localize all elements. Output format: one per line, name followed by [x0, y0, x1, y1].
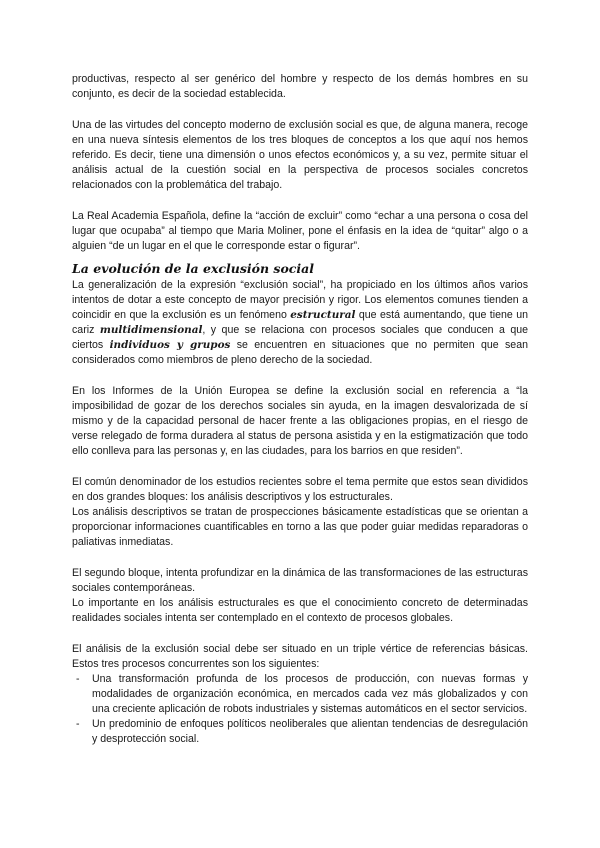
paragraph-8: El segundo bloque, intenta profundizar en la dinámica de las transformaciones de las estructuras sociales contemporáneas. [72, 567, 528, 594]
emphasis-multidimensional: multidimensional [99, 324, 203, 336]
list-item [72, 672, 528, 717]
paragraph-gap [72, 102, 528, 118]
paragraph-4-text-c: que está aumentando, que tiene un cariz [72, 309, 528, 336]
page-content [72, 72, 528, 747]
paragraph-gap [72, 550, 528, 566]
dash-bullet: - [76, 673, 80, 685]
paragraph-4-text-g: se encuentren en situaciones que no permiten que sean considerados como miembros de pleno derecho de la sociedad. [72, 339, 528, 366]
paragraph-10: El análisis de la exclusión social debe ser situado en un triple vértice de referencias básicas. Estos tres procesos concurrentes son los siguientes: [72, 643, 528, 670]
paragraph-6: El común denominador de los estudios recientes sobre el tema permite que estos sean divididos en dos grandes bloques: los análisis descriptivos y los estructurales. [72, 476, 528, 503]
paragraph-gap [72, 193, 528, 209]
paragraph-gap [72, 626, 528, 642]
emphasis-individuos-y-grupos: individuos y grupos [109, 339, 231, 351]
paragraph-4 [72, 278, 528, 368]
paragraph-4-text-a: La generalización de la expresión “exclusión social”, ha propiciado en los últimos años varios intentos de dotar a este concepto de mayor precisión y rigor. Los elementos comunes tienden a coincidir en que la exclusión es un fenómeno [72, 279, 528, 321]
list-item-text: Un predominio de enfoques políticos neoliberales que alientan tendencias de desregulación y desprotección social. [92, 718, 528, 745]
paragraph-gap [72, 459, 528, 475]
paragraph-5: En los Informes de la Unión Europea se define la exclusión social en referencia a “la imposibilidad de gozar de los derechos sociales sin ayuda, en la imagen desvalorizada de sí mismo y de la capacidad personal de hacer frente a las obligaciones propias, en el riesgo de verse relegado de forma duradera al status de persona asistida y en la estigmatización que todo ello conlleva para las personas y, en las ciudades, para los barrios en que residen”. [72, 385, 528, 457]
process-list [72, 672, 528, 747]
paragraph-4-text-e: , y que se relaciona con procesos sociales que conducen a que ciertos [72, 324, 529, 351]
paragraph-2: Una de las virtudes del concepto moderno de exclusión social es que, de alguna manera, recoge en una nueva síntesis elementos de los tres bloques de conceptos a los que aquí nos hemos referido. Es decir, tiene una dimensión o unos efectos económicos y, a su vez, permite situar el análisis actual de la cuestión social en la perspectiva de procesos sociales concretos relacionados con la problemática del trabajo. [72, 119, 528, 191]
paragraph-1: productivas, respecto al ser genérico del hombre y respecto de los demás hombres en su conjunto, es decir de la sociedad establecida. [72, 73, 528, 100]
emphasis-estructural: estructural [290, 309, 356, 321]
paragraph-3: La Real Academia Española, define la “acción de excluir” como “echar a una persona o cosa del lugar que ocupaba” al tiempo que Maria Moliner, pone el énfasis en la idea de “quitar” algo o a alguien “de un lugar en el que le corresponde estar o figurar”. [72, 210, 528, 252]
paragraph-9: Lo importante en los análisis estructurales es que el conocimiento concreto de determinadas realidades sociales intenta ser contemplado en el contexto de procesos globales. [72, 597, 528, 624]
paragraph-7: Los análisis descriptivos se tratan de prospecciones básicamente estadísticas que se orientan a proporcionar informaciones cuantificables en torno a las que poder guiar medidas reparadoras o paliativas inmediatas. [72, 506, 528, 548]
list-item-text: Una transformación profunda de los procesos de producción, con nuevas formas y modalidades de organización económica, en mercados cada vez más globalizados y con una creciente aplicación de robots industriales y sistemas automáticos en el sector servicios. [92, 673, 528, 715]
paragraph-gap [72, 368, 528, 384]
dash-bullet: - [76, 718, 80, 730]
list-item [72, 717, 528, 747]
section-heading: La evolución de la exclusión social [72, 261, 315, 276]
